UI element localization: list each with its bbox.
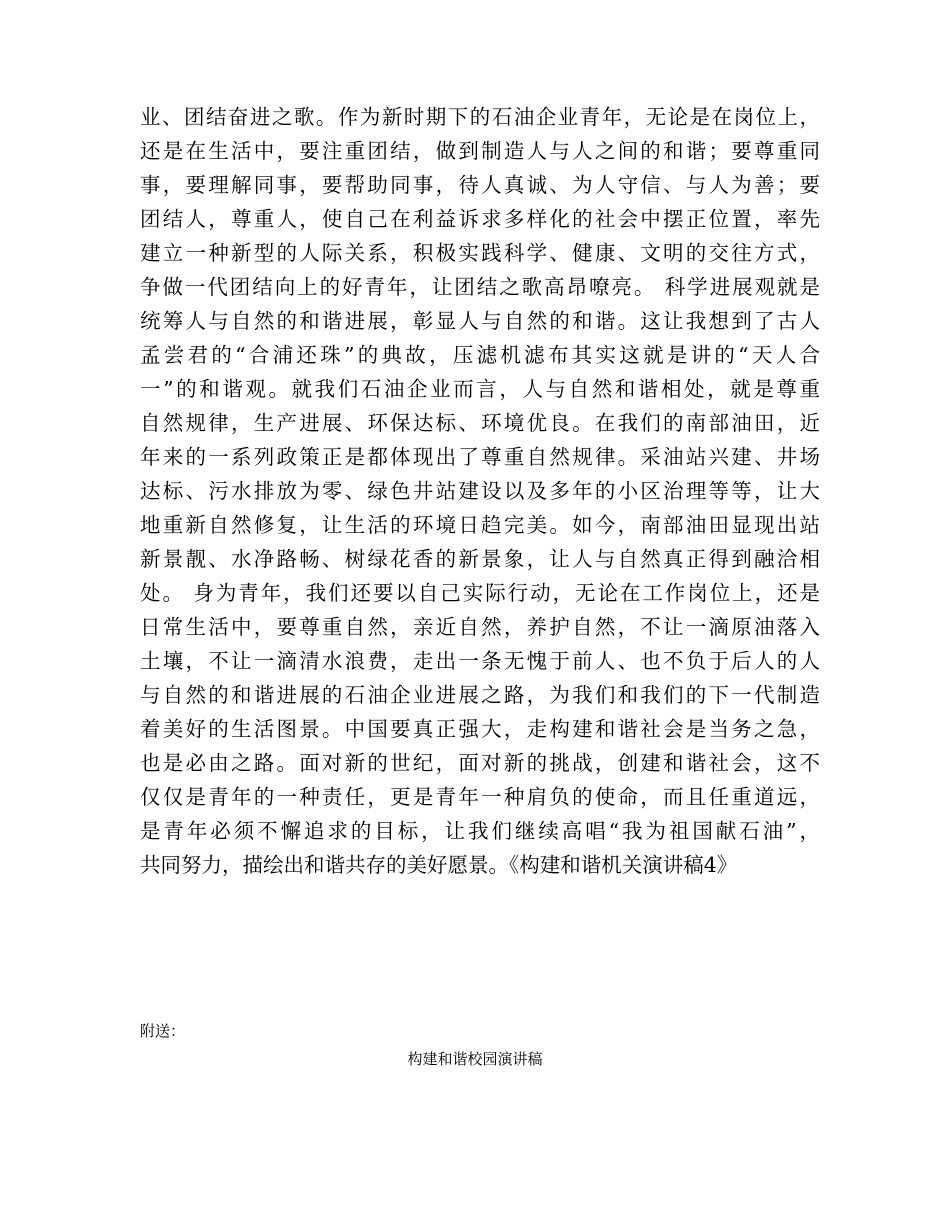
body-text — [140, 100, 820, 882]
text-line: 也是必由之路。面对新的世纪，面对新的挑战，创建和谐社会，这不 — [140, 751, 820, 775]
text-line: 仅仅是青年的一种责任，更是青年一种肩负的使命，而且任重道远， — [140, 785, 820, 809]
text-line: 团结人，尊重人，使自己在利益诉求多样化的社会中摆正位置，率先 — [140, 207, 820, 231]
text-line: 业、团结奋进之歌。作为新时期下的石油企业青年，无论是在岗位上， — [140, 105, 820, 129]
text-line: 着美好的生活图景。中国要真正强大，走构建和谐社会是当务之急， — [140, 717, 820, 741]
text-line-last: 共同努力，描绘出和谐共存的美好愿景。《构建和谐机关演讲稿4》 — [140, 853, 738, 877]
text-line: 一”的和谐观。就我们石油企业而言，人与自然和谐相处，就是尊重 — [140, 377, 820, 401]
text-line: 地重新自然修复，让生活的环境日趋完美。如今，南部油田显现出站 — [140, 513, 820, 537]
text-line: 新景靓、水净路畅、树绿花香的新景象，让人与自然真正得到融洽相 — [140, 547, 820, 571]
text-line: 日常生活中，要尊重自然，亲近自然，养护自然，不让一滴原油落入 — [140, 615, 820, 639]
text-line: 是青年必须不懈追求的目标，让我们继续高唱“我为祖国献石油”， — [140, 819, 820, 843]
text-line: 建立一种新型的人际关系，积极实践科学、健康、文明的交往方式， — [140, 241, 820, 265]
text-line: 统筹人与自然的和谐进展，彰显人与自然的和谐。这让我想到了古人 — [140, 309, 820, 333]
text-line: 土壤，不让一滴清水浪费，走出一条无愧于前人、也不负于后人的人 — [140, 649, 820, 673]
text-line: 年来的一系列政策正是都体现出了尊重自然规律。采油站兴建、井场 — [140, 445, 820, 469]
text-line: 争做一代团结向上的好青年，让团结之歌高昂嘹亮。 科学进展观就是 — [140, 275, 820, 299]
text-line: 孟尝君的“合浦还珠”的典故，压滤机滤布其实这就是讲的“天人合 — [140, 343, 820, 367]
appendix-title: 构建和谐校园演讲稿 — [407, 1050, 543, 1068]
text-line: 还是在生活中，要注重团结，做到制造人与人之间的和谐；要尊重同 — [140, 139, 820, 163]
text-line: 自然规律，生产进展、环保达标、环境优良。在我们的南部油田，近 — [140, 411, 820, 435]
appendix-label: 附送： — [140, 1022, 186, 1040]
text-line: 处。 身为青年，我们还要以自己实际行动，无论在工作岗位上，还是 — [140, 581, 820, 605]
text-line: 与自然的和谐进展的石油企业进展之路，为我们和我们的下一代制造 — [140, 683, 820, 707]
text-line: 达标、污水排放为零、绿色井站建设以及多年的小区治理等等，让大 — [140, 479, 820, 503]
text-line: 事，要理解同事，要帮助同事，待人真诚、为人守信、与人为善；要 — [140, 173, 820, 197]
